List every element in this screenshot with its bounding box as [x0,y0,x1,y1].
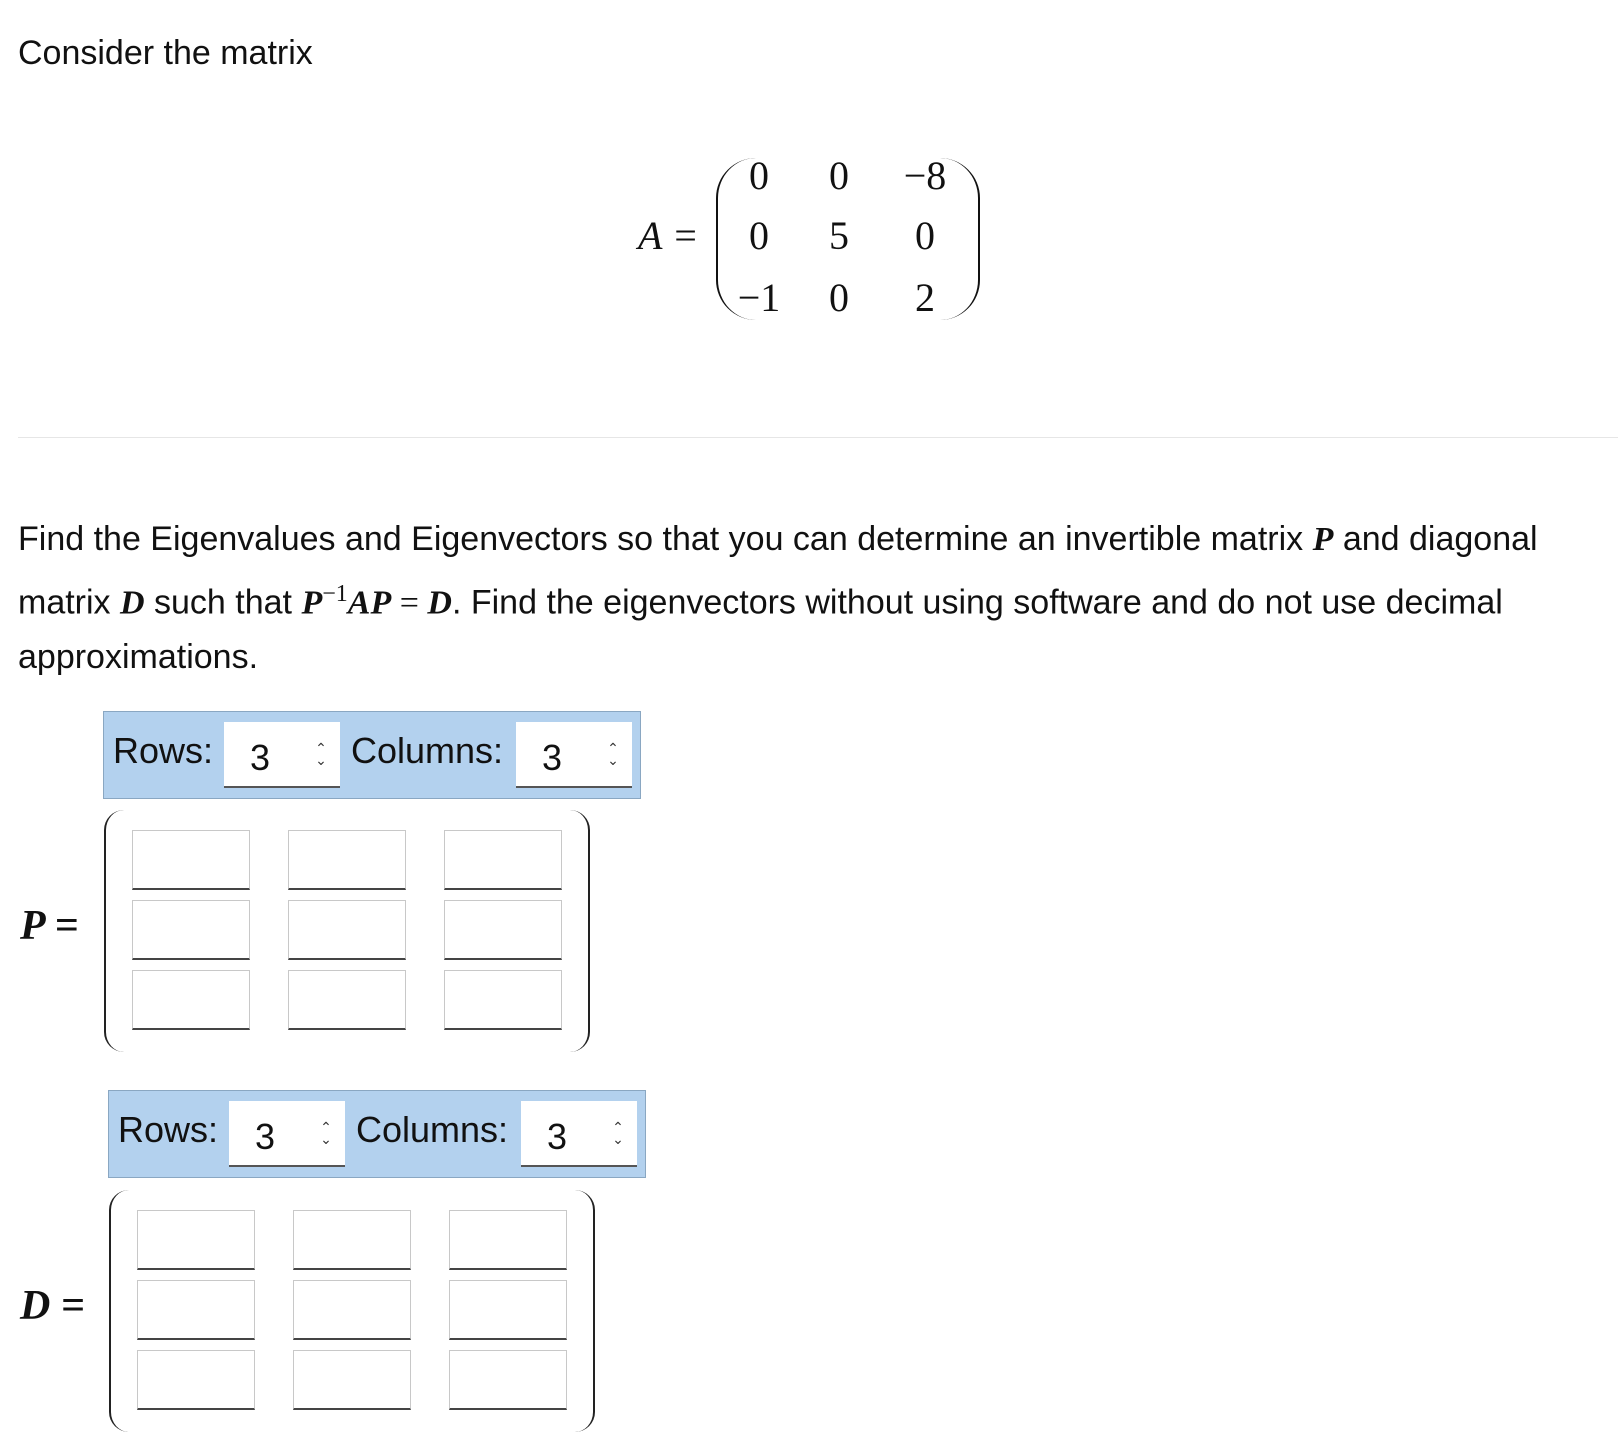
d-input-r3c3[interactable] [449,1350,567,1410]
equals: = [391,584,428,622]
d-input-r1c1[interactable] [137,1210,255,1270]
p-columns-spinner[interactable] [516,722,632,788]
p-size-bar [103,711,641,799]
d-columns-value: 3 [547,1116,568,1157]
matrix-a-cell: 5 [829,213,849,258]
d-input-r1c3[interactable] [449,1210,567,1270]
d-columns-spinner[interactable] [521,1101,637,1167]
var-p: P [301,584,323,622]
left-paren [109,1190,129,1432]
p-input-r1c2[interactable] [288,830,406,890]
d-input-r3c2[interactable] [293,1350,411,1410]
intro-text: Consider the matrix [18,34,313,72]
d-rows-spinner[interactable] [229,1101,345,1167]
var-p: P [1312,521,1334,558]
divider [18,437,1618,438]
p-input-r1c1[interactable] [132,830,250,890]
rows-label: Rows: [113,730,214,771]
d-size-bar [108,1090,646,1178]
p-input-r3c1[interactable] [132,970,250,1030]
rows-label: Rows: [118,1109,219,1150]
p-input-r3c3[interactable] [444,970,562,1030]
matrix-a-cell: 2 [915,275,935,320]
p-matrix-label: P = [20,903,79,949]
p-input-r3c2[interactable] [288,970,406,1030]
columns-label: Columns: [356,1109,509,1150]
columns-label: Columns: [351,730,504,771]
p-input-r2c2[interactable] [288,900,406,960]
var-d: D [427,584,452,622]
matrix-a-cell: 0 [749,153,769,198]
d-input-r2c3[interactable] [449,1280,567,1340]
d-input-r3c1[interactable] [137,1350,255,1410]
superscript: −1 [322,581,348,607]
left-paren [104,810,124,1052]
matrix-a-cell: 0 [829,153,849,198]
d-input-r2c2[interactable] [293,1280,411,1340]
prompt-text: such that [144,583,302,622]
up-down-chevron-icon[interactable]: ⌃ ⌄ [320,1119,332,1147]
prompt-text: and diagonal matrix [18,520,1538,622]
p-input-r2c1[interactable] [132,900,250,960]
p-rows-value: 3 [250,737,271,778]
matrix-a [618,150,998,330]
p-columns-value: 3 [542,737,563,778]
matrix-a-cell: −8 [903,153,947,198]
var-d: D [120,584,145,622]
p-input-r2c3[interactable] [444,900,562,960]
matrix-a-cell: 0 [749,213,769,258]
matrix-a-cell: 0 [829,275,849,320]
d-rows-value: 3 [255,1116,276,1157]
prompt-text: Find the Eigenvalues and Eigenvectors so that you can determine an invertible matrix [18,520,1313,558]
prompt-text: . Find the eigenvectors without using software and do not use decimal approximations. [18,583,1503,677]
matrix-a-label: A = [638,213,699,258]
up-down-chevron-icon[interactable]: ⌃ ⌄ [612,1119,624,1147]
var-ap: AP [347,584,392,622]
matrix-a-cell: −1 [737,275,781,320]
matrix-a-cell: 0 [915,213,935,258]
problem-prompt [18,512,1598,684]
up-down-chevron-icon[interactable]: ⌃ ⌄ [607,740,619,768]
right-paren [570,810,590,1052]
d-matrix-label: D = [20,1283,85,1329]
p-rows-spinner[interactable] [224,722,340,788]
right-paren [575,1190,595,1432]
up-down-chevron-icon[interactable]: ⌃ ⌄ [315,740,327,768]
p-input-r1c3[interactable] [444,830,562,890]
d-input-r2c1[interactable] [137,1280,255,1340]
d-input-r1c2[interactable] [293,1210,411,1270]
